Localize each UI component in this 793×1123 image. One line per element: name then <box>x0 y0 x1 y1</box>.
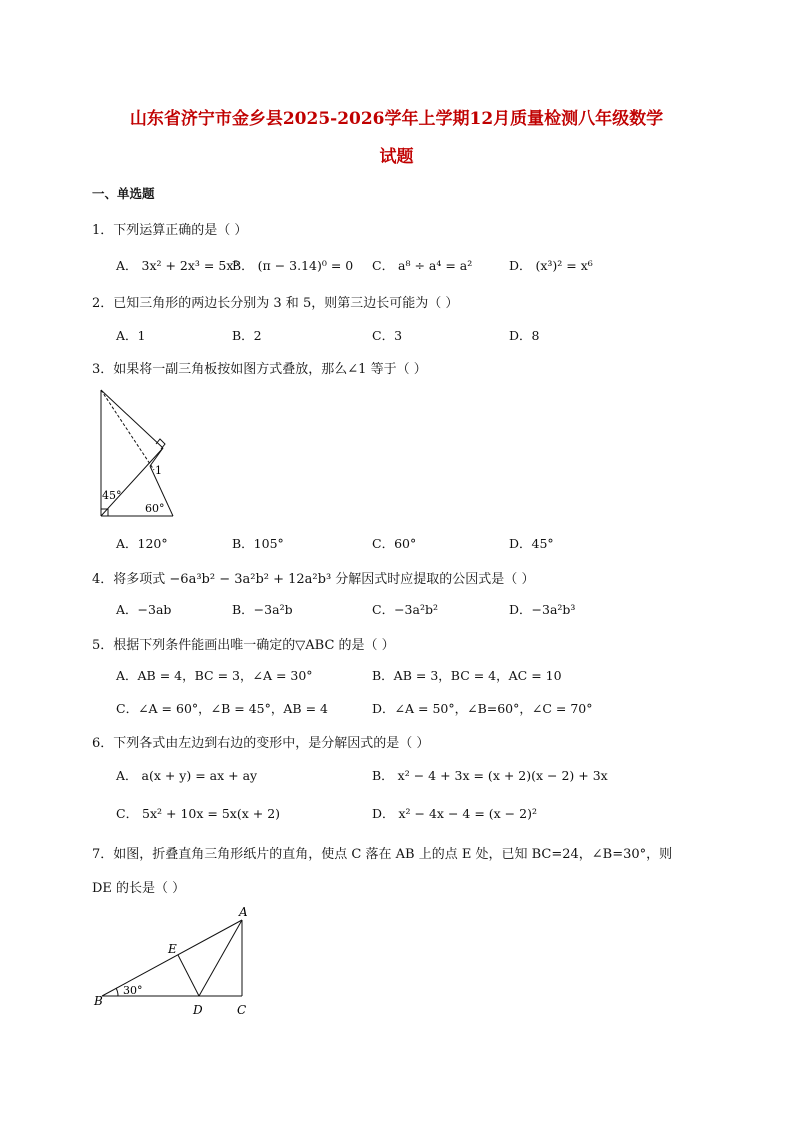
question-6-option-d: D． x² − 4x − 4 = (x − 2)² <box>372 806 537 821</box>
question-5-stem: 5．根据下列条件能画出唯一确定的▽ABC 的是（ ） <box>92 638 395 653</box>
fig3-angle-45-label: 45° <box>102 489 122 502</box>
question-7-triangle-figure <box>92 902 260 1020</box>
exam-title: 山东省济宁市金乡县2025-2026学年上学期12月质量检测八年级数学 <box>129 109 664 129</box>
question-3-stem: 3．如果将一副三角板按如图方式叠放，那么∠1 等于（ ） <box>92 362 427 377</box>
fig3-dashed-line <box>101 390 154 470</box>
section-heading: 一、单选题 <box>92 186 155 201</box>
question-2-stem: 2．已知三角形的两边长分别为 3 和 5，则第三边长可能为（ ） <box>92 296 459 311</box>
question-1-option-a: A． 3x² + 2x³ = 5x⁵ <box>116 258 239 273</box>
question-1-option-c: C． a⁸ ÷ a⁴ = a² <box>372 258 473 273</box>
fig3-angle-60-label: 60° <box>145 502 165 515</box>
question-2-option-b: B．2 <box>232 328 262 343</box>
question-1-option-b: B． (π − 3.14)⁰ = 0 <box>232 258 354 273</box>
question-4-option-d: D．−3a²b³ <box>509 602 576 617</box>
fig7-angle-label: 30° <box>123 984 143 997</box>
question-6-option-b: B． x² − 4 + 3x = (x + 2)(x − 2) + 3x <box>372 768 608 783</box>
question-7-stem-continued: DE 的长是（ ） <box>92 881 186 896</box>
fig7-angle-arc <box>116 988 118 996</box>
question-4-option-c: C．−3a²b² <box>372 602 438 617</box>
question-7-stem: 7．如图，折叠直角三角形纸片的直角，使点 C 落在 AB 上的点 E 处，已知 BC=24，∠B=30°，则 <box>92 847 673 862</box>
fig7-point-e: E <box>168 942 177 956</box>
question-1-stem: 1．下列运算正确的是（ ） <box>92 223 248 238</box>
fig7-point-c: C <box>237 1003 247 1017</box>
question-5-option-d: D．∠A = 50°，∠B=60°，∠C = 70° <box>372 701 593 716</box>
question-4-stem: 4．将多项式 −6a³b² − 3a²b² + 12a²b³ 分解因式时应提取的公因式是（ ） <box>92 572 535 587</box>
question-3-option-c: C．60° <box>372 536 417 551</box>
question-6-stem: 6．下列各式由左边到右边的变形中，是分解因式的是（ ） <box>92 736 430 751</box>
question-4-option-b: B．−3a²b <box>232 602 293 617</box>
question-2-option-a: A．1 <box>116 328 146 343</box>
question-5-option-a: A．AB = 4，BC = 3，∠A = 30° <box>116 668 313 683</box>
question-6-option-a: A． a(x + y) = ax + ay <box>116 768 258 783</box>
question-1-option-d: D． (x³)² = x⁶ <box>509 258 593 273</box>
question-5-option-c: C．∠A = 60°，∠B = 45°，AB = 4 <box>116 701 328 716</box>
question-2-option-d: D．8 <box>509 328 540 343</box>
question-5-option-b: B．AB = 3，BC = 4，AC = 10 <box>372 668 562 683</box>
fig3-right-angle-mark-top <box>156 439 165 449</box>
fig3-top-slant <box>101 390 163 448</box>
fig7-point-d: D <box>193 1003 203 1017</box>
fig7-segment-ed <box>178 955 199 996</box>
fig7-point-b: B <box>94 994 103 1008</box>
question-2-option-c: C．3 <box>372 328 403 343</box>
fig7-point-a: A <box>239 905 248 919</box>
question-3-option-a: A．120° <box>116 536 168 551</box>
question-4-option-a: A．−3ab <box>116 602 172 617</box>
question-3-triangle-figure <box>96 386 178 520</box>
exam-title-continued: 试题 <box>379 147 414 167</box>
question-3-option-d: D．45° <box>509 536 554 551</box>
question-6-option-c: C． 5x² + 10x = 5x(x + 2) <box>116 806 281 821</box>
fig3-angle-1-label: 1 <box>155 464 162 477</box>
question-3-option-b: B．105° <box>232 536 284 551</box>
